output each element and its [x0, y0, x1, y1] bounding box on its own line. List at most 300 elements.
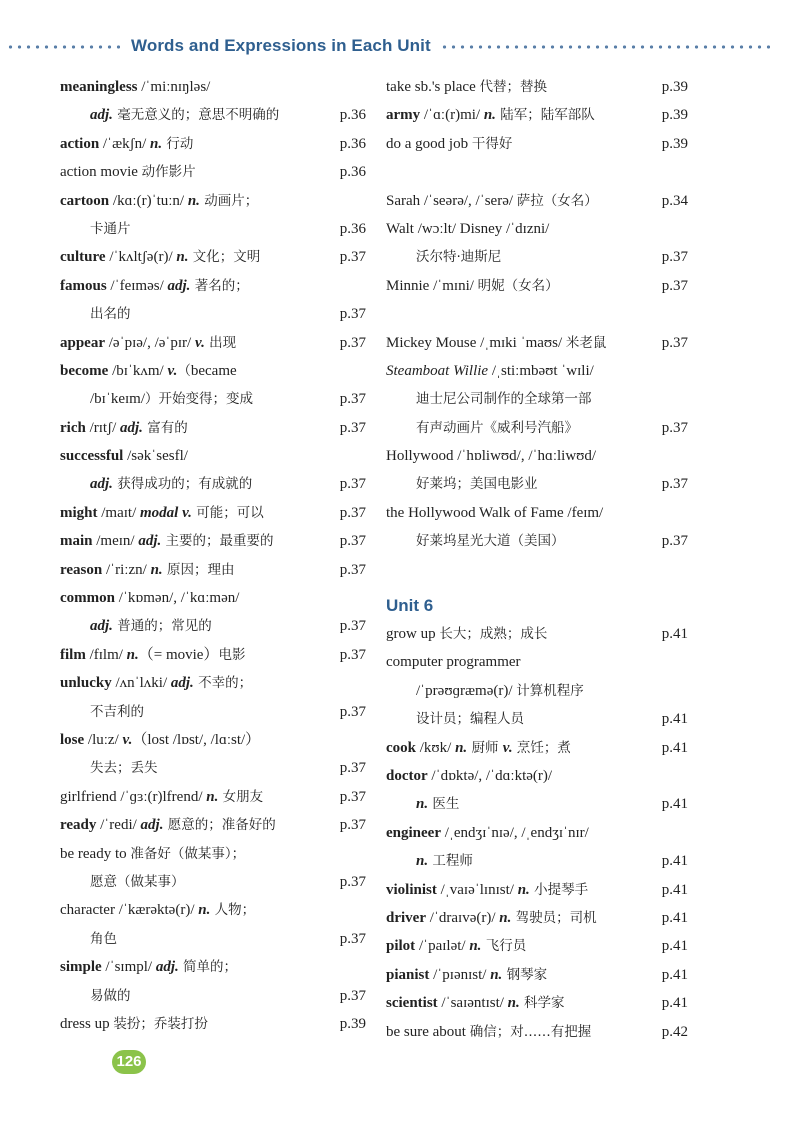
entry-segment: main — [60, 533, 93, 550]
entry-text — [60, 442, 188, 470]
entry-segment: /ˈkɒmən/, /ˈkɑːmən/ — [115, 590, 240, 607]
entry-segment: v. — [194, 334, 205, 351]
entry-segment: /ˈriːzn/ — [102, 561, 151, 578]
entry-segment: ready — [60, 817, 97, 834]
entry-segment: Mickey Mouse /ˌmɪki ˈmaʊs/ — [386, 334, 566, 351]
entry-segment: 角色 — [90, 930, 117, 947]
page-ref: p.37 — [339, 788, 366, 805]
entry-segment: 愿意（做某事） — [90, 873, 185, 890]
entry-segment: 明妮（女名） — [477, 277, 559, 294]
entry-segment: /kɑː(r)ˈtuːn/ — [109, 192, 188, 209]
vocab-line — [386, 705, 688, 733]
page-ref: p.41 — [661, 711, 688, 728]
entry-segment: /ˈfeɪməs/ — [106, 277, 168, 294]
vocab-line — [60, 499, 366, 527]
entry-segment: /ˈpɪənɪst/ — [429, 966, 491, 983]
entry-text — [60, 726, 260, 754]
entry-segment: meaningless — [60, 79, 138, 95]
entry-segment: cartoon — [60, 192, 110, 209]
entry-segment: action movie — [60, 164, 142, 181]
left-column — [60, 73, 366, 1038]
entry-segment: lose — [60, 731, 85, 748]
entry-text — [60, 243, 260, 271]
vocab-line — [386, 932, 688, 960]
vocab-line — [60, 925, 366, 953]
vocab-line — [60, 584, 366, 612]
entry-segment: （lost /lɒst/, /lɑːst/） — [132, 731, 261, 748]
entry-segment: /ˌvaɪəˈlɪnɪst/ — [436, 881, 518, 898]
entry-segment: 可能；可以 — [191, 504, 264, 521]
vocab-line — [60, 215, 366, 243]
entry-segment: n. — [455, 739, 468, 756]
entry-segment: might — [60, 504, 98, 521]
entry-segment: 医生 — [428, 796, 460, 813]
entry-segment: 主要的；最重要的 — [161, 533, 274, 550]
entry-segment: 好莱坞；美国电影业 — [416, 476, 538, 493]
entry-segment: /ʌnˈlʌki/ — [111, 675, 171, 692]
vocab-line — [60, 300, 366, 328]
entry-segment: engineer — [386, 824, 441, 841]
entry-segment: Minnie /ˈmɪni/ — [386, 277, 478, 294]
vocab-line — [386, 243, 688, 271]
vocab-line — [60, 868, 366, 896]
page-ref: p.37 — [339, 561, 366, 578]
entry-segment: /kʊk/ — [416, 739, 456, 756]
page-ref: p.41 — [661, 853, 688, 870]
entry-text — [386, 932, 526, 960]
page-ref: p.37 — [661, 533, 688, 550]
page-ref: p.37 — [339, 504, 366, 521]
entry-segment: 有声动画片《威利号汽船》 — [416, 419, 578, 436]
page-ref: p.41 — [661, 796, 688, 813]
entry-segment: computer programmer — [386, 654, 521, 671]
entry-segment: be ready to — [60, 845, 131, 862]
entry-segment: Hollywood /ˈhɒliwʊd/, /ˈhɑːliwʊd/ — [386, 448, 597, 465]
entry-text — [386, 215, 549, 243]
entry-segment: adj. — [140, 817, 164, 834]
entry-text — [60, 73, 210, 101]
entry-segment: 钢琴家 — [502, 966, 548, 983]
vocab-line — [386, 876, 688, 904]
entry-text — [386, 130, 512, 158]
entry-segment: adj. — [90, 618, 113, 635]
entry-text — [60, 499, 264, 527]
vocab-line — [386, 414, 688, 442]
entry-segment: became — [190, 362, 237, 379]
vocab-line — [60, 527, 366, 555]
entry-text — [386, 989, 565, 1017]
vocab-line — [60, 470, 366, 498]
entry-text — [386, 385, 592, 413]
unit-heading: Unit 6 — [386, 596, 434, 616]
entry-segment: 准备好（做某事）； — [130, 845, 246, 862]
entry-segment: 富有的 — [142, 419, 188, 436]
entry-segment: 不幸的； — [193, 675, 253, 692]
entry-segment: 卡通片 — [90, 220, 131, 237]
vocab-line — [386, 847, 688, 875]
entry-segment: v. — [167, 362, 178, 379]
entry-text — [60, 470, 252, 498]
spacer — [386, 158, 688, 186]
page-ref: p.37 — [661, 476, 688, 493]
entry-segment: pilot — [386, 938, 416, 955]
entry-segment: 简单的； — [178, 959, 238, 976]
page-ref: p.37 — [339, 703, 366, 720]
entry-segment: 确信；对……有把握 — [469, 1023, 592, 1040]
vocab-line — [386, 272, 688, 300]
entry-segment: rich — [60, 419, 86, 436]
entry-text — [386, 101, 595, 129]
entry-text — [386, 705, 524, 733]
page-ref: p.37 — [339, 249, 366, 266]
entry-segment: 干得好 — [471, 135, 513, 152]
entry-segment: v. — [122, 731, 133, 748]
entry-text — [386, 470, 538, 498]
vocab-line — [60, 130, 366, 158]
entry-segment: simple — [60, 959, 102, 976]
entry-text — [60, 130, 193, 158]
entry-segment: /bɪˈkeɪm/ — [90, 391, 145, 408]
entry-text — [60, 783, 263, 811]
page-ref: p.36 — [339, 164, 366, 181]
entry-segment: 普通的；常见的 — [112, 618, 212, 635]
entry-segment: 沃尔特·迪斯尼 — [416, 249, 502, 266]
entry-text — [60, 101, 279, 129]
header-title: Words and Expressions in Each Unit — [131, 36, 431, 55]
entry-segment: 易做的 — [90, 987, 131, 1004]
entry-text — [386, 442, 596, 470]
entry-text — [386, 527, 565, 555]
entry-segment: 萨拉（女名） — [516, 192, 598, 209]
entry-segment: /ˈkʌltʃə(r)/ — [105, 249, 177, 266]
entry-segment: n. — [507, 995, 520, 1012]
entry-segment: n. — [187, 192, 200, 209]
entry-segment: n. — [517, 881, 530, 898]
entry-segment: scientist — [386, 995, 438, 1012]
page-ref: p.41 — [661, 966, 688, 983]
entry-text — [60, 669, 252, 697]
entry-segment: unlucky — [60, 675, 112, 692]
spacer — [386, 556, 688, 584]
entry-segment: /ˌendʒɪˈnɪə/, /ˌendʒɪˈnɪr/ — [440, 824, 589, 841]
entry-segment: appear — [60, 334, 105, 351]
entry-segment: /ˈprəʊɡræmə(r)/ — [416, 682, 517, 699]
entry-segment: successful — [60, 448, 124, 465]
entry-segment: /fɪlm/ — [85, 646, 127, 663]
entry-text — [386, 414, 578, 442]
vocab-line — [386, 620, 688, 648]
entry-segment: violinist — [386, 881, 437, 898]
vocab-line — [386, 73, 688, 101]
entry-segment: ）开始变得；变成 — [145, 391, 253, 408]
entry-segment: reason — [60, 561, 103, 578]
entry-text — [386, 677, 584, 705]
vocab-line — [386, 442, 688, 470]
entry-text — [60, 527, 274, 555]
page-ref: p.37 — [339, 419, 366, 436]
vocab-line — [386, 470, 688, 498]
entry-segment: n. — [416, 796, 429, 813]
vocab-line — [60, 243, 366, 271]
page-ref: p.37 — [661, 249, 688, 266]
entry-segment: famous — [60, 277, 107, 294]
header-dots-right — [440, 45, 770, 49]
entry-segment: common — [60, 590, 115, 607]
entry-segment: 著名的； — [190, 277, 249, 294]
entry-segment: dress up — [60, 1015, 114, 1032]
entry-segment: film — [60, 646, 86, 663]
right-column — [386, 73, 688, 1046]
vocab-line — [60, 385, 366, 413]
page-ref: p.36 — [339, 220, 366, 237]
entry-segment: adj. — [167, 277, 191, 294]
page-ref: p.37 — [339, 391, 366, 408]
vocab-line — [386, 385, 688, 413]
vocab-line — [60, 1010, 366, 1038]
entry-text — [386, 648, 521, 676]
page-ref: p.37 — [339, 533, 366, 550]
entry-segment: /ˈdraɪvə(r)/ — [425, 909, 500, 926]
page-ref: p.37 — [661, 334, 688, 351]
page-ref: p.37 — [339, 987, 366, 1004]
page-ref: p.37 — [339, 817, 366, 834]
entry-segment: n. — [469, 938, 482, 955]
page-ref: p.41 — [661, 938, 688, 955]
vocab-line — [60, 556, 366, 584]
entry-segment: v. — [502, 739, 513, 756]
entry-segment: Walt /wɔːlt/ Disney /ˈdɪzni/ — [386, 220, 550, 237]
vocab-line — [60, 982, 366, 1010]
entry-segment: （= movie） — [138, 646, 219, 663]
page-ref: p.37 — [339, 334, 366, 351]
entry-segment: pianist — [386, 966, 430, 983]
entry-segment: 飞行员 — [481, 938, 527, 955]
entry-text — [60, 187, 258, 215]
entry-segment: 失去；丢失 — [90, 760, 158, 777]
entry-segment: be sure about — [386, 1023, 470, 1040]
page-ref: p.34 — [661, 192, 688, 209]
entry-text — [386, 961, 547, 989]
entry-text — [60, 868, 185, 896]
entry-text — [60, 272, 249, 300]
entry-segment: character /ˈkærəktə(r)/ — [60, 902, 199, 919]
vocab-line — [386, 527, 688, 555]
vocab-line — [60, 641, 366, 669]
entry-text — [386, 620, 547, 648]
entry-text — [386, 904, 597, 932]
entry-text — [60, 698, 144, 726]
entry-segment: 设计员；编程人员 — [416, 711, 524, 728]
entry-segment: action — [60, 135, 100, 152]
entry-segment: adj. — [90, 107, 113, 124]
entry-segment: /ˈɑː(r)mi/ — [420, 107, 484, 124]
entry-segment: /ˈredi/ — [96, 817, 141, 834]
vocab-line — [60, 442, 366, 470]
vocab-line — [386, 215, 688, 243]
entry-text — [386, 790, 459, 818]
page-ref: p.37 — [339, 476, 366, 493]
entry-text — [60, 329, 236, 357]
entry-text — [60, 982, 131, 1010]
vocab-line — [60, 698, 366, 726]
entry-segment: /səkˈsesfl/ — [123, 448, 188, 465]
entry-segment: Sarah /ˈseərə/, /ˈserə/ — [386, 192, 517, 209]
vocab-line — [386, 734, 688, 762]
entry-segment: 获得成功的；有成就的 — [112, 476, 253, 493]
page-ref: p.37 — [339, 930, 366, 947]
entry-text — [60, 584, 239, 612]
entry-segment: 人物； — [210, 902, 256, 919]
entry-segment: /ˈsɪmpl/ — [101, 959, 156, 976]
entry-segment: become — [60, 362, 109, 379]
entry-text — [386, 329, 606, 357]
entry-segment: /maɪt/ — [97, 504, 140, 521]
entry-segment: cook — [386, 739, 416, 756]
vocab-line — [386, 819, 688, 847]
entry-segment: /ˈmiːnɪŋləs/ — [137, 79, 211, 95]
entry-text — [60, 357, 237, 385]
entry-segment: 出名的 — [90, 306, 131, 323]
entry-text — [60, 925, 117, 953]
vocab-line — [60, 187, 366, 215]
page-ref: p.41 — [661, 995, 688, 1012]
page-ref: p.41 — [661, 626, 688, 643]
page-ref: p.36 — [339, 135, 366, 152]
entry-text — [60, 840, 245, 868]
entry-segment: 出现 — [204, 334, 237, 351]
vocab-line — [60, 896, 366, 924]
entry-segment: 不吉利的 — [90, 703, 144, 720]
entry-segment: 米老鼠 — [565, 334, 607, 351]
spacer — [386, 300, 688, 328]
entry-text — [60, 1010, 208, 1038]
vocab-line — [60, 811, 366, 839]
vocab-line — [60, 783, 366, 811]
entry-segment: take sb.'s place — [386, 79, 480, 95]
vocab-line — [386, 130, 688, 158]
page-ref: p.37 — [661, 419, 688, 436]
vocab-line — [60, 272, 366, 300]
entry-segment: 计算机程序 — [516, 682, 584, 699]
page-header — [0, 34, 800, 60]
entry-text — [60, 556, 234, 584]
entry-segment: 烹饪；煮 — [512, 739, 571, 756]
entry-segment: n. — [176, 249, 189, 266]
entry-segment: 装扮；乔装打扮 — [113, 1015, 208, 1032]
entry-segment: modal v. — [140, 504, 192, 521]
page-ref: p.41 — [661, 909, 688, 926]
entry-segment: 小提琴手 — [529, 881, 589, 898]
entry-text — [60, 896, 255, 924]
entry-text — [60, 953, 237, 981]
entry-segment: do a good job — [386, 135, 472, 152]
vocab-line — [60, 158, 366, 186]
entry-segment: 文化；文明 — [188, 249, 261, 266]
entry-text — [60, 754, 158, 782]
vocab-line — [386, 1018, 688, 1046]
entry-segment: adj. — [120, 419, 143, 436]
entry-segment: adj. — [155, 959, 179, 976]
entry-segment: n. — [150, 561, 163, 578]
page-ref: p.37 — [339, 618, 366, 635]
entry-segment: Steamboat Willie — [386, 362, 489, 379]
entry-segment: n. — [490, 966, 503, 983]
vocab-line — [386, 357, 688, 385]
entry-text — [386, 847, 473, 875]
entry-text — [60, 641, 245, 669]
entry-text — [60, 385, 253, 413]
vocab-line — [60, 73, 366, 101]
entry-segment: the Hollywood Walk of Fame /feɪm/ — [386, 504, 604, 521]
entry-segment: 好莱坞星光大道（美国） — [416, 533, 565, 550]
entry-segment: n. — [206, 788, 219, 805]
entry-segment: 毫无意义的；意思不明确的 — [112, 107, 280, 124]
entry-segment: /əˈpɪə/, /əˈpɪr/ — [105, 334, 195, 351]
entry-segment: grow up — [386, 626, 440, 643]
entry-text — [386, 357, 594, 385]
entry-segment: 行动 — [162, 135, 194, 152]
entry-segment: adj. — [90, 476, 113, 493]
entry-segment: （ — [177, 362, 191, 379]
entry-text — [386, 819, 589, 847]
entry-text — [386, 734, 571, 762]
entry-segment: army — [386, 107, 421, 124]
entry-text — [386, 499, 603, 527]
page-number-badge: 126 — [112, 1050, 146, 1074]
entry-segment: n. — [499, 909, 512, 926]
entry-text — [60, 414, 188, 442]
entry-text — [60, 612, 212, 640]
vocab-line — [60, 101, 366, 129]
entry-segment: /ˈpaɪlət/ — [415, 938, 470, 955]
vocab-line — [386, 904, 688, 932]
page-ref: p.39 — [661, 79, 688, 95]
entry-segment: /meɪn/ — [92, 533, 139, 550]
page-ref: p.39 — [661, 135, 688, 152]
vocab-line — [60, 953, 366, 981]
entry-segment: girlfriend /ˈɡɜː(r)lfrend/ — [60, 788, 207, 805]
entry-text — [60, 158, 196, 186]
vocab-line — [386, 790, 688, 818]
page-ref: p.41 — [661, 739, 688, 756]
page-ref: p.37 — [339, 306, 366, 323]
entry-segment: 陆军；陆军部队 — [495, 107, 595, 124]
vocab-line — [386, 648, 688, 676]
entry-segment: n. — [198, 902, 211, 919]
vocab-line — [60, 754, 366, 782]
entry-segment: /rɪtʃ/ — [85, 419, 120, 436]
entry-segment: /ˈsaɪəntɪst/ — [437, 995, 508, 1012]
vocab-line — [386, 677, 688, 705]
entry-segment: 动作影片 — [141, 164, 196, 181]
entry-text — [60, 300, 131, 328]
vocab-line — [386, 187, 688, 215]
entry-text — [386, 272, 559, 300]
entry-segment: 原因；理由 — [162, 561, 235, 578]
page-ref: p.37 — [339, 646, 366, 663]
vocab-line — [60, 329, 366, 357]
entry-segment: adj. — [138, 533, 162, 550]
entry-segment: 科学家 — [519, 995, 565, 1012]
entry-segment: 愿意的；准备好的 — [163, 817, 276, 834]
page-ref: p.42 — [661, 1023, 688, 1040]
entry-segment: 女朋友 — [218, 788, 264, 805]
vocab-line — [386, 989, 688, 1017]
entry-segment: /bɪˈkʌm/ — [108, 362, 168, 379]
page-ref: p.39 — [339, 1015, 366, 1032]
entry-segment: doctor — [386, 767, 428, 784]
entry-segment: 迪士尼公司制作的全球第一部 — [416, 391, 592, 408]
